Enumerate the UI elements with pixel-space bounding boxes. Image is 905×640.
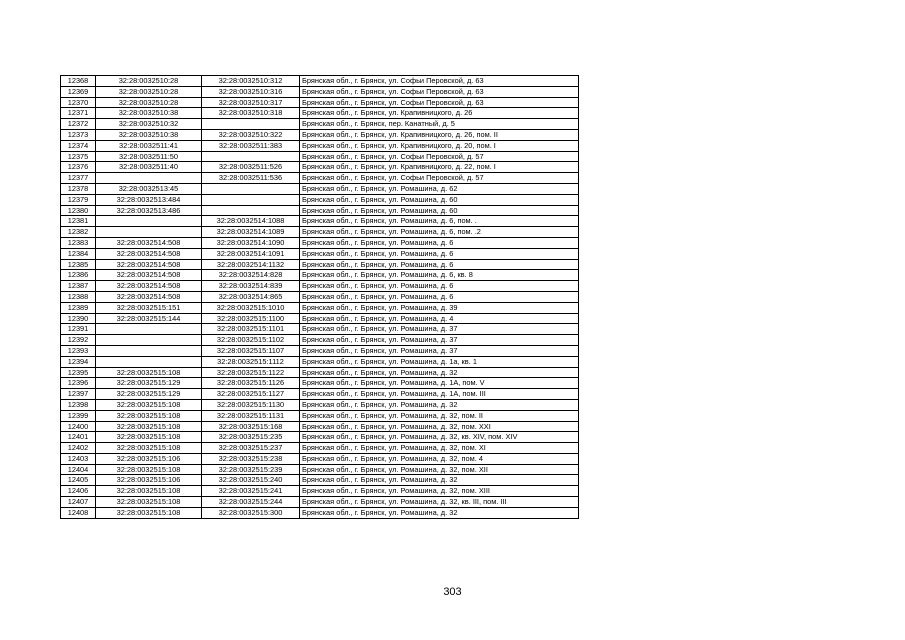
address-cell: Брянская обл., г. Брянск, ул. Ромашина, д. 32, пом. XXI — [300, 421, 579, 432]
table-row — [61, 108, 579, 119]
object-number-cell: 32:28:0032515:1130 — [202, 399, 300, 410]
address-cell: Брянская обл., г. Брянск, ул. Ромашина, д. 60 — [300, 194, 579, 205]
table-row — [61, 324, 579, 335]
object-number-cell: 32:28:0032515:241 — [202, 486, 300, 497]
row-number-cell: 12372 — [61, 119, 96, 130]
object-number-cell — [202, 151, 300, 162]
row-number-cell: 12404 — [61, 464, 96, 475]
address-cell: Брянская обл., г. Брянск, ул. Софьи Перовской, д. 63 — [300, 86, 579, 97]
row-number-cell: 12379 — [61, 194, 96, 205]
parcel-number-cell: 32:28:0032513:45 — [96, 183, 202, 194]
address-cell: Брянская обл., г. Брянск, ул. Ромашина, д. 4 — [300, 313, 579, 324]
address-cell: Брянская обл., г. Брянск, ул. Ромашина, д. 62 — [300, 183, 579, 194]
table-row — [61, 443, 579, 454]
table-row — [61, 227, 579, 238]
table-row — [61, 183, 579, 194]
parcel-number-cell: 32:28:0032515:108 — [96, 367, 202, 378]
row-number-cell: 12399 — [61, 410, 96, 421]
address-cell: Брянская обл., г. Брянск, ул. Ромашина, д. 6, пом. .2 — [300, 227, 579, 238]
row-number-cell: 12374 — [61, 140, 96, 151]
object-number-cell: 32:28:0032514:839 — [202, 281, 300, 292]
row-number-cell: 12394 — [61, 356, 96, 367]
row-number-cell: 12396 — [61, 378, 96, 389]
object-number-cell: 32:28:0032514:1091 — [202, 248, 300, 259]
parcel-number-cell: 32:28:0032514:508 — [96, 281, 202, 292]
table-row — [61, 399, 579, 410]
row-number-cell: 12403 — [61, 453, 96, 464]
parcel-number-cell: 32:28:0032514:508 — [96, 291, 202, 302]
table-row — [61, 486, 579, 497]
object-number-cell — [202, 119, 300, 130]
row-number-cell: 12397 — [61, 389, 96, 400]
row-number-cell: 12382 — [61, 227, 96, 238]
address-cell: Брянская обл., г. Брянск, ул. Ромашина, д. 6, кв. 8 — [300, 270, 579, 281]
object-number-cell: 32:28:0032510:312 — [202, 76, 300, 87]
parcel-number-cell — [96, 173, 202, 184]
object-number-cell: 32:28:0032514:1132 — [202, 259, 300, 270]
object-number-cell — [202, 194, 300, 205]
address-cell: Брянская обл., г. Брянск, ул. Ромашина, д. 32, пом. 4 — [300, 453, 579, 464]
object-number-cell: 32:28:0032515:1126 — [202, 378, 300, 389]
address-cell: Брянская обл., г. Брянск, ул. Ромашина, д. 6, пом. . — [300, 216, 579, 227]
table-row — [61, 194, 579, 205]
address-cell: Брянская обл., г. Брянск, ул. Ромашина, д. 32 — [300, 399, 579, 410]
object-number-cell: 32:28:0032510:316 — [202, 86, 300, 97]
table-row — [61, 162, 579, 173]
object-number-cell: 32:28:0032510:322 — [202, 129, 300, 140]
parcel-number-cell: 32:28:0032513:484 — [96, 194, 202, 205]
table-row — [61, 345, 579, 356]
row-number-cell: 12373 — [61, 129, 96, 140]
address-cell: Брянская обл., г. Брянск, ул. Крапивницкого, д. 22, пом. I — [300, 162, 579, 173]
parcel-number-cell: 32:28:0032510:32 — [96, 119, 202, 130]
table-row — [61, 216, 579, 227]
address-cell: Брянская обл., г. Брянск, ул. Софьи Перовской, д. 63 — [300, 76, 579, 87]
table-row — [61, 151, 579, 162]
table-row — [61, 497, 579, 508]
address-cell: Брянская обл., г. Брянск, ул. Ромашина, д. 6 — [300, 248, 579, 259]
parcel-number-cell — [96, 335, 202, 346]
object-number-cell: 32:28:0032510:318 — [202, 108, 300, 119]
table-row — [61, 507, 579, 518]
object-number-cell: 32:28:0032514:1088 — [202, 216, 300, 227]
address-cell: Брянская обл., г. Брянск, ул. Крапивницкого, д. 20, пом. I — [300, 140, 579, 151]
parcel-number-cell: 32:28:0032515:108 — [96, 410, 202, 421]
address-cell: Брянская обл., г. Брянск, ул. Крапивницкого, д. 26, пом. II — [300, 129, 579, 140]
table-row — [61, 76, 579, 87]
object-number-cell — [202, 183, 300, 194]
parcel-number-cell: 32:28:0032515:108 — [96, 497, 202, 508]
object-number-cell: 32:28:0032515:1112 — [202, 356, 300, 367]
parcel-number-cell: 32:28:0032515:144 — [96, 313, 202, 324]
table-row — [61, 270, 579, 281]
table-row — [61, 205, 579, 216]
row-number-cell: 12401 — [61, 432, 96, 443]
parcel-number-cell: 32:28:0032515:129 — [96, 389, 202, 400]
row-number-cell: 12390 — [61, 313, 96, 324]
object-number-cell: 32:28:0032515:300 — [202, 507, 300, 518]
row-number-cell: 12384 — [61, 248, 96, 259]
table-row — [61, 335, 579, 346]
table-row — [61, 140, 579, 151]
object-number-cell: 32:28:0032515:1010 — [202, 302, 300, 313]
parcel-number-cell: 32:28:0032514:508 — [96, 270, 202, 281]
address-cell: Брянская обл., г. Брянск, ул. Ромашина, д. 37 — [300, 335, 579, 346]
parcel-number-cell: 32:28:0032515:129 — [96, 378, 202, 389]
parcel-number-cell: 32:28:0032515:108 — [96, 443, 202, 454]
address-cell: Брянская обл., г. Брянск, ул. Ромашина, д. 1А, пом. V — [300, 378, 579, 389]
object-number-cell: 32:28:0032511:536 — [202, 173, 300, 184]
row-number-cell: 12381 — [61, 216, 96, 227]
object-number-cell: 32:28:0032515:244 — [202, 497, 300, 508]
table-row — [61, 86, 579, 97]
parcel-number-cell: 32:28:0032515:151 — [96, 302, 202, 313]
address-cell: Брянская обл., г. Брянск, ул. Ромашина, д. 6 — [300, 259, 579, 270]
parcel-number-cell: 32:28:0032515:106 — [96, 453, 202, 464]
row-number-cell: 12398 — [61, 399, 96, 410]
row-number-cell: 12387 — [61, 281, 96, 292]
table-row — [61, 356, 579, 367]
parcel-number-cell: 32:28:0032510:38 — [96, 108, 202, 119]
parcel-number-cell: 32:28:0032515:108 — [96, 432, 202, 443]
row-number-cell: 12408 — [61, 507, 96, 518]
row-number-cell: 12393 — [61, 345, 96, 356]
table-row — [61, 410, 579, 421]
object-number-cell: 32:28:0032514:1089 — [202, 227, 300, 238]
parcel-number-cell — [96, 216, 202, 227]
table-row — [61, 129, 579, 140]
object-number-cell: 32:28:0032514:828 — [202, 270, 300, 281]
object-number-cell: 32:28:0032515:237 — [202, 443, 300, 454]
address-cell: Брянская обл., г. Брянск, ул. Ромашина, д. 37 — [300, 345, 579, 356]
parcel-number-cell: 32:28:0032515:108 — [96, 421, 202, 432]
address-cell: Брянская обл., г. Брянск, ул. Крапивницкого, д. 26 — [300, 108, 579, 119]
table-row — [61, 119, 579, 130]
address-cell: Брянская обл., г. Брянск, ул. Ромашина, д. 32, пом. XI — [300, 443, 579, 454]
parcel-number-cell: 32:28:0032515:108 — [96, 399, 202, 410]
row-number-cell: 12402 — [61, 443, 96, 454]
row-number-cell: 12376 — [61, 162, 96, 173]
object-number-cell: 32:28:0032514:865 — [202, 291, 300, 302]
parcel-number-cell: 32:28:0032515:108 — [96, 507, 202, 518]
object-number-cell: 32:28:0032515:1101 — [202, 324, 300, 335]
address-cell: Брянская обл., г. Брянск, ул. Ромашина, д. 32 — [300, 367, 579, 378]
object-number-cell: 32:28:0032514:1090 — [202, 237, 300, 248]
address-cell: Брянская обл., г. Брянск, ул. Ромашина, д. 32, кв. III, пом. III — [300, 497, 579, 508]
row-number-cell: 12400 — [61, 421, 96, 432]
row-number-cell: 12385 — [61, 259, 96, 270]
parcel-number-cell: 32:28:0032510:28 — [96, 76, 202, 87]
parcel-number-cell: 32:28:0032510:38 — [96, 129, 202, 140]
parcel-number-cell: 32:28:0032511:41 — [96, 140, 202, 151]
row-number-cell: 12395 — [61, 367, 96, 378]
table-row — [61, 291, 579, 302]
row-number-cell: 12391 — [61, 324, 96, 335]
object-number-cell: 32:28:0032515:238 — [202, 453, 300, 464]
table-row — [61, 259, 579, 270]
parcel-number-cell: 32:28:0032510:28 — [96, 86, 202, 97]
object-number-cell — [202, 205, 300, 216]
row-number-cell: 12370 — [61, 97, 96, 108]
address-cell: Брянская обл., г. Брянск, ул. Ромашина, д. 32, пом. II — [300, 410, 579, 421]
table-row — [61, 464, 579, 475]
object-number-cell: 32:28:0032515:168 — [202, 421, 300, 432]
row-number-cell: 12388 — [61, 291, 96, 302]
row-number-cell: 12406 — [61, 486, 96, 497]
object-number-cell: 32:28:0032511:383 — [202, 140, 300, 151]
address-cell: Брянская обл., г. Брянск, ул. Ромашина, д. 39 — [300, 302, 579, 313]
address-cell: Брянская обл., г. Брянск, ул. Ромашина, д. 32, пом. XII — [300, 464, 579, 475]
table-row — [61, 421, 579, 432]
address-cell: Брянская обл., г. Брянск, ул. Ромашина, д. 6 — [300, 281, 579, 292]
parcel-number-cell — [96, 345, 202, 356]
object-number-cell: 32:28:0032515:240 — [202, 475, 300, 486]
registry-table-body — [61, 76, 579, 519]
address-cell: Брянская обл., г. Брянск, ул. Софьи Перовской, д. 63 — [300, 97, 579, 108]
table-row — [61, 378, 579, 389]
object-number-cell: 32:28:0032510:317 — [202, 97, 300, 108]
address-cell: Брянская обл., г. Брянск, ул. Ромашина, д. 1А, пом. III — [300, 389, 579, 400]
page-number: 303 — [443, 586, 462, 598]
row-number-cell: 12369 — [61, 86, 96, 97]
row-number-cell: 12386 — [61, 270, 96, 281]
table-row — [61, 432, 579, 443]
table-row — [61, 173, 579, 184]
parcel-number-cell: 32:28:0032511:40 — [96, 162, 202, 173]
registry-table — [60, 75, 579, 519]
table-row — [61, 237, 579, 248]
parcel-number-cell: 32:28:0032515:108 — [96, 464, 202, 475]
row-number-cell: 12405 — [61, 475, 96, 486]
table-row — [61, 475, 579, 486]
row-number-cell: 12378 — [61, 183, 96, 194]
parcel-number-cell — [96, 324, 202, 335]
parcel-number-cell: 32:28:0032510:28 — [96, 97, 202, 108]
object-number-cell: 32:28:0032515:235 — [202, 432, 300, 443]
object-number-cell: 32:28:0032515:1131 — [202, 410, 300, 421]
row-number-cell: 12368 — [61, 76, 96, 87]
row-number-cell: 12377 — [61, 173, 96, 184]
row-number-cell: 12392 — [61, 335, 96, 346]
parcel-number-cell: 32:28:0032515:106 — [96, 475, 202, 486]
address-cell: Брянская обл., г. Брянск, ул. Ромашина, д. 37 — [300, 324, 579, 335]
address-cell: Брянская обл., г. Брянск, ул. Софьи Перовской, д. 57 — [300, 173, 579, 184]
parcel-number-cell — [96, 227, 202, 238]
row-number-cell: 12389 — [61, 302, 96, 313]
address-cell: Брянская обл., г. Брянск, ул. Ромашина, д. 6 — [300, 237, 579, 248]
address-cell: Брянская обл., г. Брянск, ул. Ромашина, д. 32 — [300, 507, 579, 518]
parcel-number-cell: 32:28:0032515:108 — [96, 486, 202, 497]
address-cell: Брянская обл., г. Брянск, ул. Ромашина, д. 32, пом. XIII — [300, 486, 579, 497]
parcel-number-cell: 32:28:0032513:486 — [96, 205, 202, 216]
object-number-cell: 32:28:0032511:526 — [202, 162, 300, 173]
row-number-cell: 12380 — [61, 205, 96, 216]
table-row — [61, 302, 579, 313]
table-row — [61, 389, 579, 400]
row-number-cell: 12383 — [61, 237, 96, 248]
address-cell: Брянская обл., г. Брянск, ул. Ромашина, д. 32 — [300, 475, 579, 486]
row-number-cell: 12371 — [61, 108, 96, 119]
object-number-cell: 32:28:0032515:1107 — [202, 345, 300, 356]
address-cell: Брянская обл., г. Брянск, пер. Канатный, д. 5 — [300, 119, 579, 130]
parcel-number-cell: 32:28:0032514:508 — [96, 237, 202, 248]
parcel-number-cell: 32:28:0032514:508 — [96, 259, 202, 270]
table-row — [61, 313, 579, 324]
table-row — [61, 248, 579, 259]
address-cell: Брянская обл., г. Брянск, ул. Ромашина, д. 6 — [300, 291, 579, 302]
table-row — [61, 97, 579, 108]
object-number-cell: 32:28:0032515:1122 — [202, 367, 300, 378]
parcel-number-cell — [96, 356, 202, 367]
address-cell: Брянская обл., г. Брянск, ул. Ромашина, д. 60 — [300, 205, 579, 216]
row-number-cell: 12375 — [61, 151, 96, 162]
object-number-cell: 32:28:0032515:1100 — [202, 313, 300, 324]
address-cell: Брянская обл., г. Брянск, ул. Софьи Перовской, д. 57 — [300, 151, 579, 162]
parcel-number-cell: 32:28:0032511:50 — [96, 151, 202, 162]
table-row — [61, 367, 579, 378]
object-number-cell: 32:28:0032515:1127 — [202, 389, 300, 400]
object-number-cell: 32:28:0032515:1102 — [202, 335, 300, 346]
table-row — [61, 453, 579, 464]
address-cell: Брянская обл., г. Брянск, ул. Ромашина, д. 32, кв. XIV, пом. XIV — [300, 432, 579, 443]
row-number-cell: 12407 — [61, 497, 96, 508]
parcel-number-cell: 32:28:0032514:508 — [96, 248, 202, 259]
table-row — [61, 281, 579, 292]
address-cell: Брянская обл., г. Брянск, ул. Ромашина, д. 1а, кв. 1 — [300, 356, 579, 367]
object-number-cell: 32:28:0032515:239 — [202, 464, 300, 475]
